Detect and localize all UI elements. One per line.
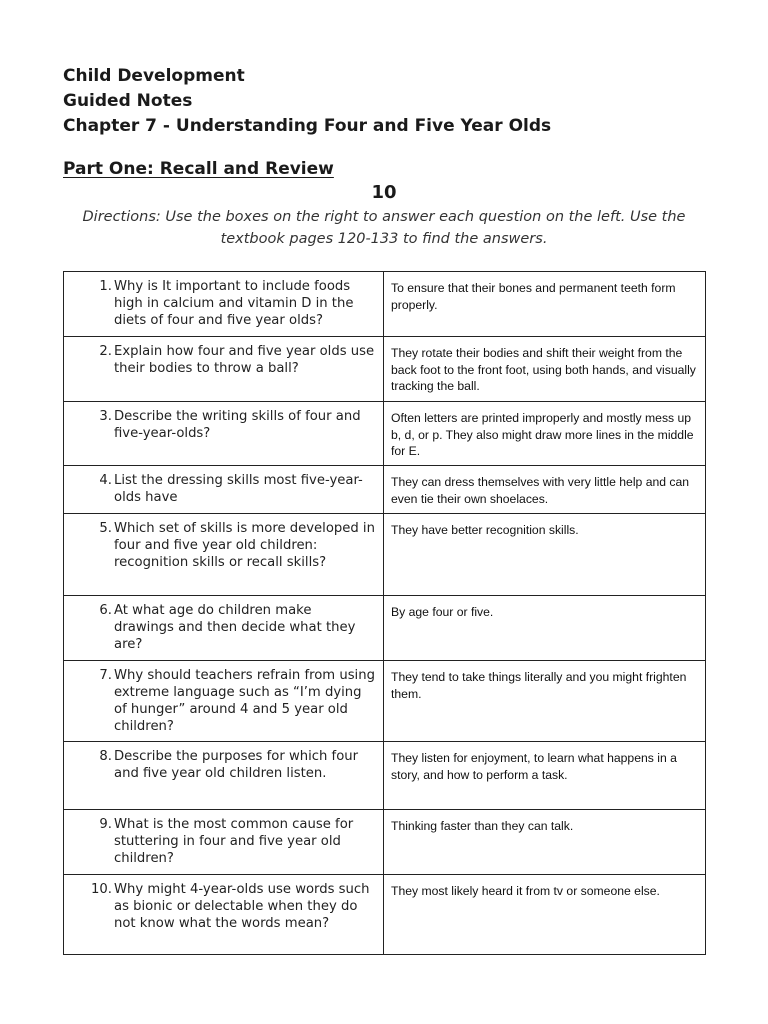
answer-cell[interactable] [384,466,706,514]
question-number: 3. [99,409,112,424]
question-number: 2. [99,344,112,359]
answer-text: They rotate their bodies and shift their weight from the back foot to the front foot, using both hands, and visually tracking the ball. [391,346,696,393]
question-number: 10. [91,882,112,897]
document-type: Guided Notes [63,91,193,111]
question-number: 9. [99,817,112,832]
question-text: Why should teachers refrain from using extreme language such as “I’m dying of hunger” around 4 and 5 year old children? [114,668,375,734]
chapter-title: Chapter 7 - Understanding Four and Five Year Olds [63,116,552,136]
table-row [64,810,706,875]
question-cell [64,875,384,955]
answer-cell[interactable] [384,810,706,875]
question-number: 5. [99,521,112,536]
table-row [64,466,706,514]
table-row [64,596,706,661]
answer-text: By age four or five. [391,605,494,619]
question-number: 8. [99,749,112,764]
answer-text: To ensure that their bones and permanent teeth form properly. [391,281,676,312]
table-row [64,661,706,742]
answer-cell[interactable] [384,661,706,742]
table-row [64,402,706,466]
answer-cell[interactable] [384,596,706,661]
question-cell [64,337,384,402]
question-text: At what age do children make drawings and then decide what they are? [114,603,356,652]
directions-text: Directions: Use the boxes on the right to answer each question on the left. Use the textbook pages 120-133 to find the answers. [82,209,686,247]
question-number: 4. [99,473,112,488]
answer-text: They can dress themselves with very little help and can even tie their own shoelaces. [391,475,690,506]
answer-text: They tend to take things literally and you might frighten them. [391,670,687,701]
answer-text: They most likely heard it from tv or someone else. [391,884,660,898]
question-text: List the dressing skills most five-year-olds have [114,473,363,505]
score-value: 10 [371,182,397,203]
question-cell [64,742,384,810]
answer-cell[interactable] [384,742,706,810]
document-header [63,64,723,139]
answer-cell[interactable] [384,337,706,402]
question-cell [64,402,384,466]
question-text: Why might 4-year-olds use words such as bionic or delectable when they do not know what the words mean? [114,882,370,931]
table-row [64,875,706,955]
question-cell [64,272,384,337]
table-row [64,742,706,810]
part-heading: Part One: Recall and Review [63,159,334,179]
question-cell [64,810,384,875]
answer-text: They listen for enjoyment, to learn what happens in a story, and how to perform a task. [391,751,677,782]
answer-text: They have better recognition skills. [391,523,579,537]
answer-cell[interactable] [384,272,706,337]
question-number: 6. [99,603,112,618]
answer-cell[interactable] [384,514,706,596]
question-cell [64,596,384,661]
question-cell [64,661,384,742]
table-row [64,337,706,402]
answer-cell[interactable] [384,402,706,466]
question-text: Describe the writing skills of four and five-year-olds? [114,409,361,441]
question-cell [64,466,384,514]
answer-text: Often letters are printed improperly and mostly mess up b, d, or p. They also might draw more lines in the middle for E. [391,411,694,458]
question-text: Which set of skills is more developed in four and five year old children: recognition skills or recall skills? [114,521,375,570]
question-answer-table [63,271,706,955]
question-text: What is the most common cause for stuttering in four and five year old children? [114,817,354,866]
question-number: 7. [99,668,112,683]
answer-text: Thinking faster than they can talk. [391,819,574,833]
table-row [64,272,706,337]
question-text: Describe the purposes for which four and five year old children listen. [114,749,359,781]
table-row [64,514,706,596]
question-text: Explain how four and five year olds use their bodies to throw a ball? [114,344,375,376]
question-cell [64,514,384,596]
question-text: Why is It important to include foods high in calcium and vitamin D in the diets of four and five year olds? [114,279,354,328]
answer-cell[interactable] [384,875,706,955]
course-title: Child Development [63,66,245,86]
question-number: 1. [99,279,112,294]
